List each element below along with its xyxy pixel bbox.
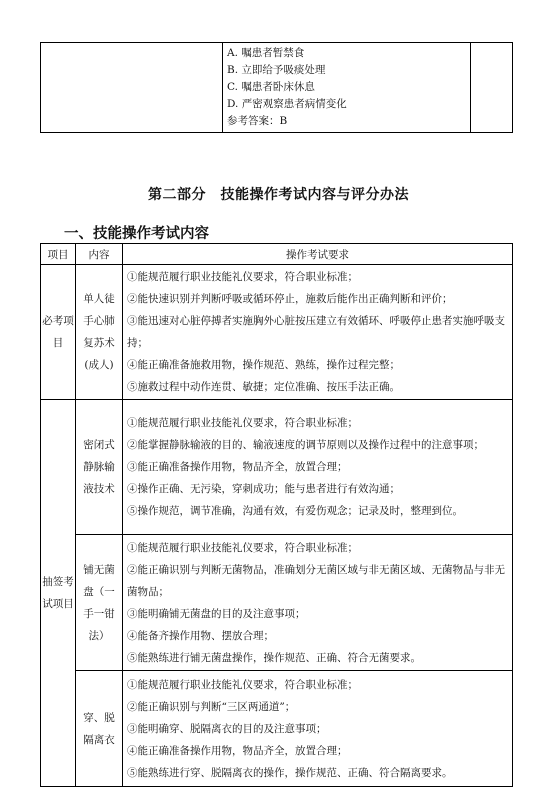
table-row: [41, 535, 513, 671]
table-row: [41, 671, 513, 787]
requirement-item: ④操作正确、无污染，穿刺成功；能与患者进行有效沟通；: [127, 483, 400, 495]
requirements-cell: [123, 671, 513, 787]
requirement-item: ⑤施救过程中动作连贯、敏捷；定位准确、按压手法正确。: [127, 381, 400, 393]
requirement-item: ①能规范履行职业技能礼仪要求，符合职业标准；: [127, 541, 358, 554]
requirement-item: ②能快速识别并判断呼吸或循环停止，施救后能作出正确判断和评价；: [127, 293, 453, 305]
requirement-item: ③能明确铺无菌盘的目的及注意事项；: [127, 607, 306, 620]
option-c: C. 嘱患者卧床休息: [227, 81, 315, 93]
content-cell: 铺无菌盘（一手一钳法）: [76, 535, 123, 671]
requirement-item: ③能明确穿、脱隔离衣的目的及注意事项；: [127, 722, 327, 735]
requirement-item: ⑤操作规范，调节准确，沟通有效，有爱伤观念；记录及时，整理到位。: [127, 505, 463, 517]
header-project: 项目: [41, 244, 76, 265]
project-cell: 必考项目: [41, 265, 76, 400]
question-options: [223, 43, 471, 133]
header-requirements: 操作考试要求: [123, 244, 513, 265]
option-d: D. 严密观察患者病情变化: [227, 98, 347, 110]
requirement-item: ⑤能熟练进行铺无菌盘操作，操作规范、正确、符合无菌要求。: [127, 651, 421, 664]
requirement-item: ③能正确准备操作用物，物品齐全，放置合理；: [127, 461, 348, 473]
option-b: B. 立即给予吸痰处理: [227, 64, 326, 76]
question-blank-right: [471, 43, 513, 133]
question-table: [40, 42, 513, 133]
requirements-cell: [123, 400, 513, 535]
table-row: [41, 265, 513, 400]
content-cell: 单人徒手心肺复苏术(成人): [76, 265, 123, 400]
requirement-item: ②能正确识别与判断“三区两通道”；: [127, 700, 296, 713]
requirement-item: ④能正确准备施救用物，操作规范、熟练，操作过程完整；: [127, 359, 400, 371]
requirement-item: ③能迅速对心脏停搏者实施胸外心脏按压建立有效循环、呼吸停止患者实施呼吸支持；: [127, 315, 505, 349]
requirement-item: ②能正确识别与判断无菌物品，准确划分无菌区域与非无菌区域、无菌物品与非无菌物品；: [127, 563, 505, 598]
table-row: [41, 400, 513, 535]
table-header-row: [41, 244, 513, 265]
option-a: A. 嘱患者暂禁食: [227, 47, 305, 59]
content-cell: 密闭式静脉输液技术: [76, 400, 123, 535]
question-blank-left: [41, 43, 223, 133]
section-title: 第二部分 技能操作考试内容与评分办法: [148, 187, 409, 203]
sub-title: 一、技能操作考试内容: [64, 225, 209, 242]
requirement-item: ②能掌握静脉输液的目的、输液速度的调节原则以及操作过程中的注意事项；: [127, 439, 484, 451]
project-cell: 抽签考试项目: [41, 400, 76, 787]
requirement-item: ①能规范履行职业技能礼仪要求，符合职业标准；: [127, 417, 358, 429]
requirements-cell: [123, 265, 513, 400]
header-content: 内容: [76, 244, 123, 265]
skills-table: [40, 243, 513, 787]
requirement-item: ⑤能熟练进行穿、脱隔离衣的操作，操作规范、正确、符合隔离要求。: [127, 766, 453, 779]
requirement-item: ①能规范履行职业技能礼仪要求，符合职业标准；: [127, 271, 358, 283]
content-cell: 穿、脱隔离衣: [76, 671, 123, 787]
answer-text: 参考答案：B: [227, 115, 288, 127]
requirement-item: ①能规范履行职业技能礼仪要求，符合职业标准；: [127, 678, 358, 691]
requirement-item: ④能正确准备操作用物，物品齐全，放置合理；: [127, 744, 348, 757]
requirements-cell: [123, 535, 513, 671]
requirement-item: ④能备齐操作用物、摆放合理；: [127, 629, 274, 642]
